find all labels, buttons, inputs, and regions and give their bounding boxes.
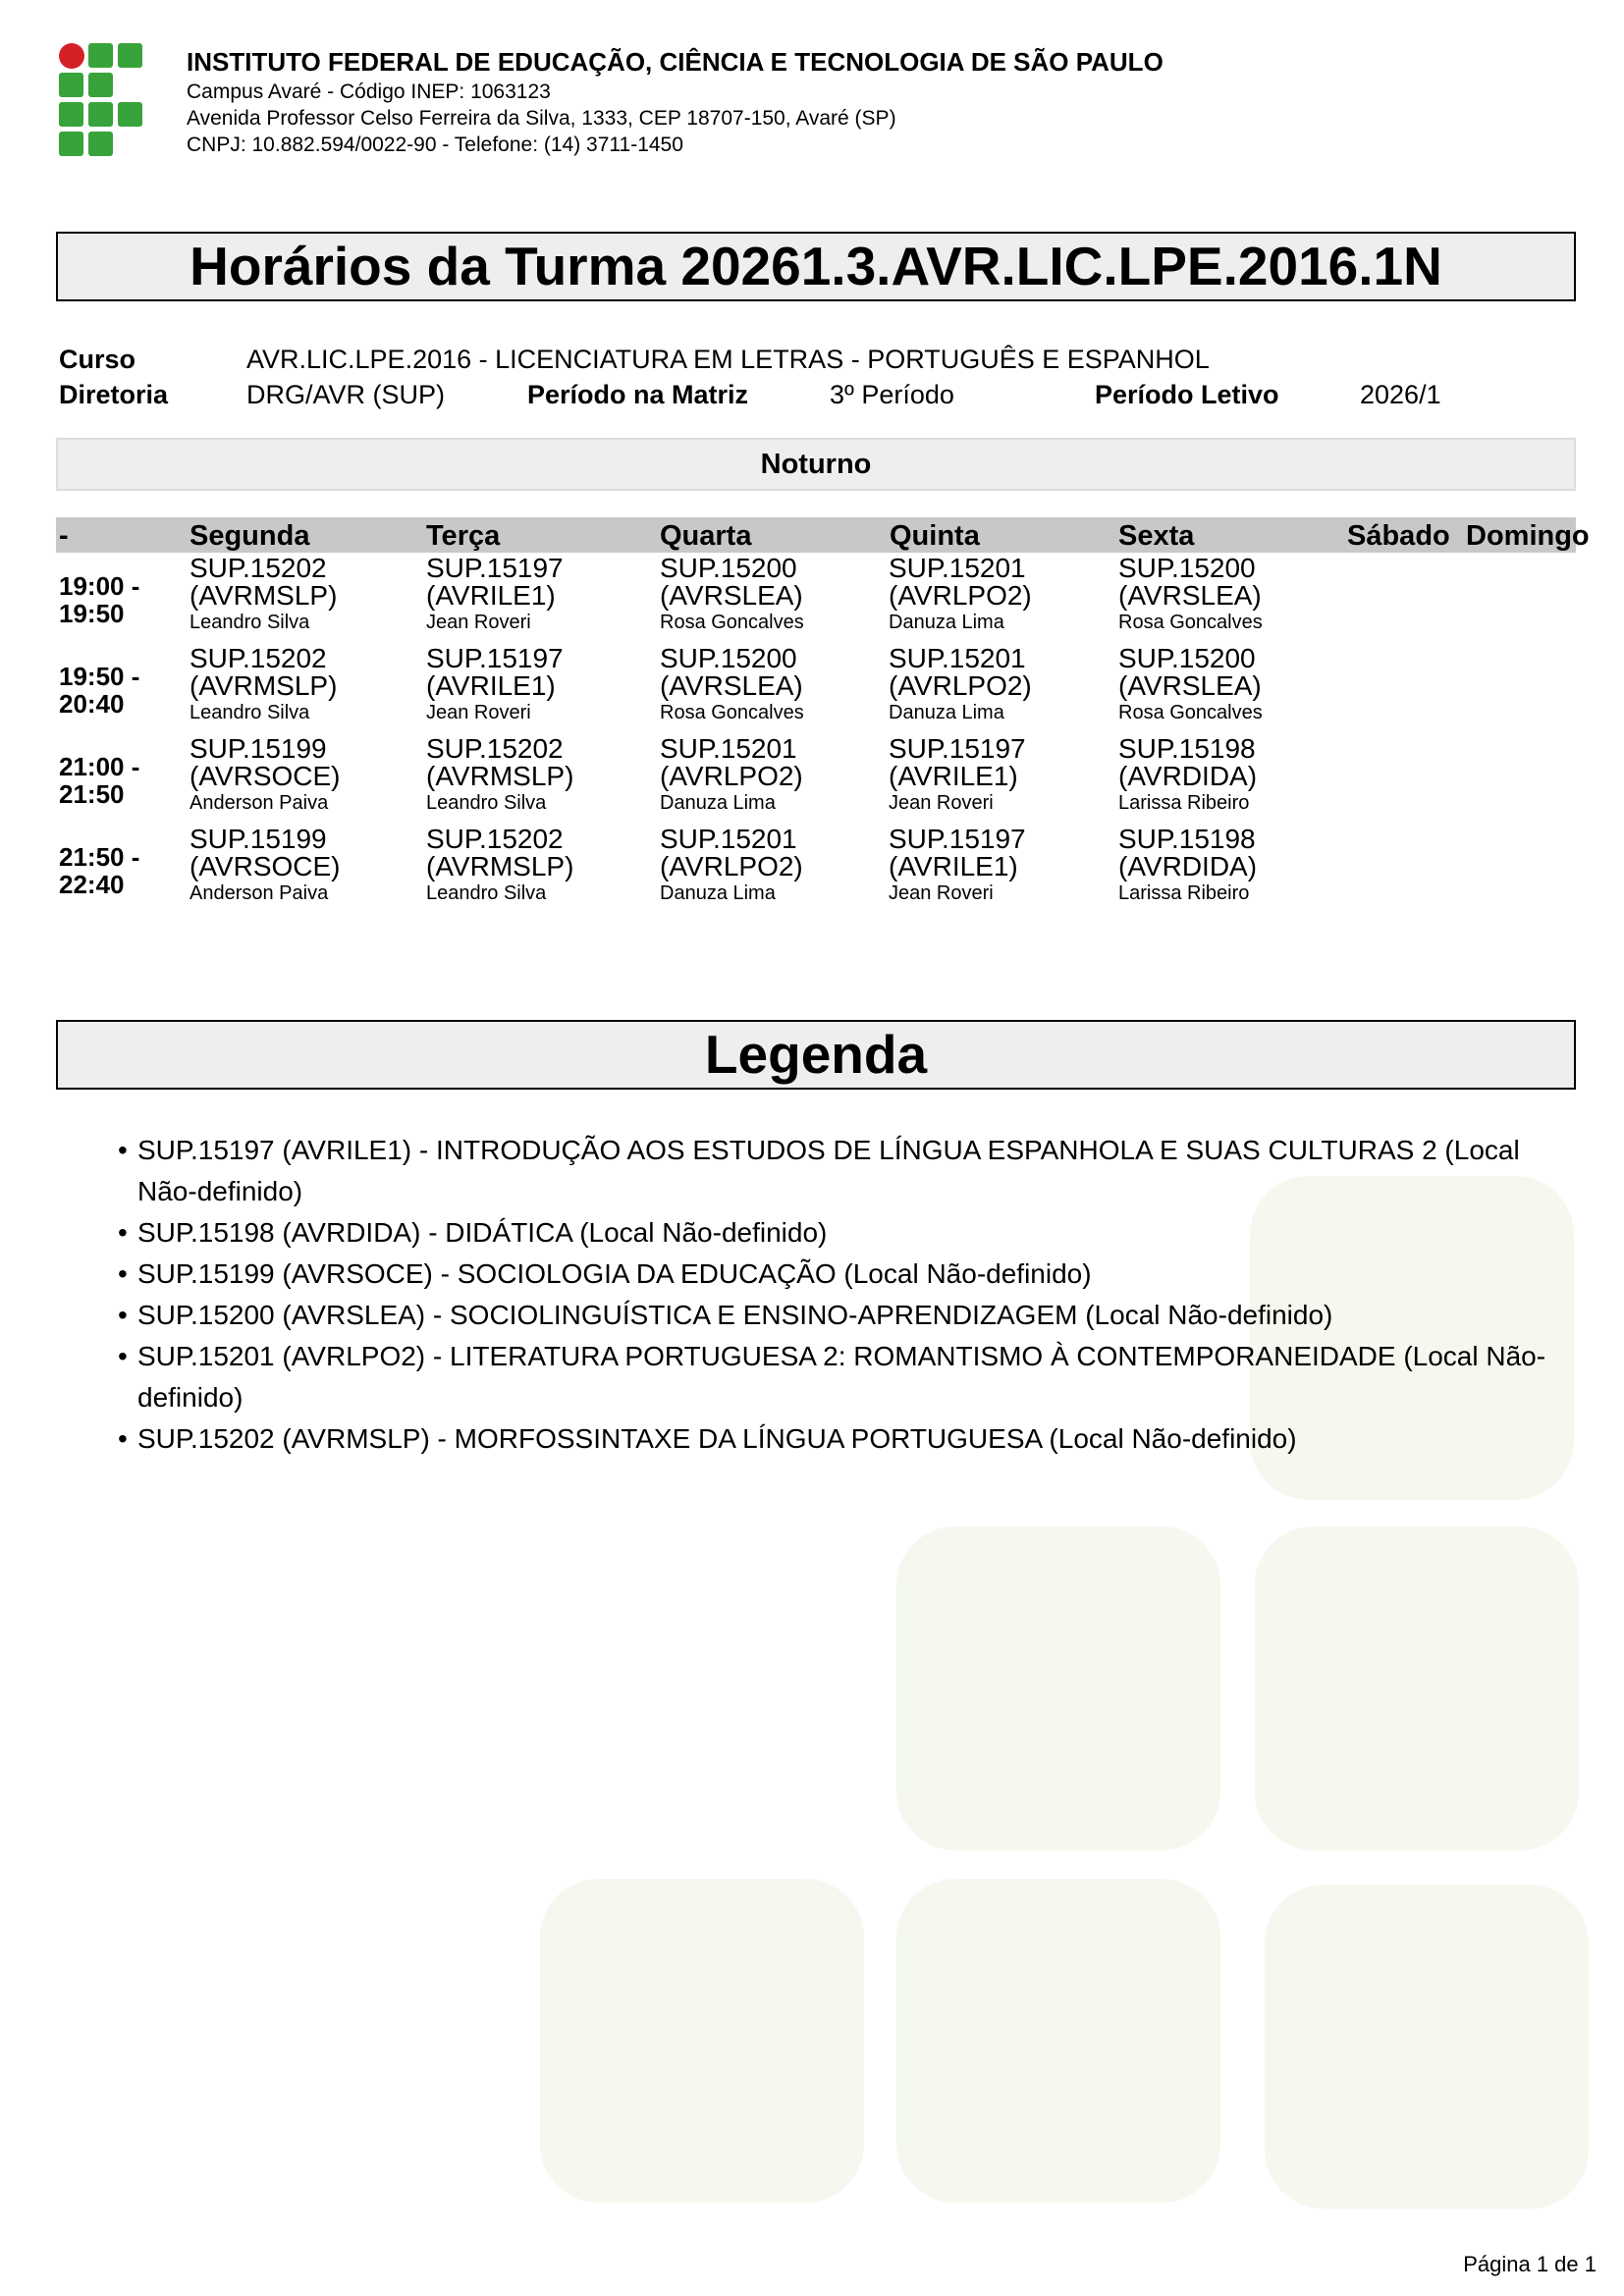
time-slot-line: 20:40 [59, 689, 125, 719]
header-cell: Quarta [660, 520, 752, 552]
time-slot [59, 753, 139, 808]
schedule-cell [1118, 645, 1263, 725]
class-code: SUP.15200 [660, 643, 797, 673]
schedule-header-row [56, 517, 1590, 553]
teacher-name: Jean Roveri [426, 612, 531, 633]
legend-item-text: SUP.15197 (AVRILE1) - INTRODUÇÃO AOS ESTUDOS DE LÍNGUA ESPANHOLA E SUAS CULTURAS 2 (Local Não-definido) [137, 1135, 1520, 1206]
class-code: SUP.15202 [426, 733, 564, 764]
schedule-cell [660, 735, 803, 816]
class-code: SUP.15197 [426, 643, 564, 673]
bullet-icon: • [118, 1341, 128, 1371]
periodo-letivo-label: Período Letivo [1095, 380, 1279, 409]
class-code: SUP.15197 [889, 824, 1026, 854]
institution-contact: CNPJ: 10.882.594/0022-90 - Telefone: (14) 3711-1450 [187, 133, 683, 156]
teacher-name: Anderson Paiva [189, 792, 329, 814]
time-slot [59, 572, 139, 627]
periodo-letivo-value: 2026/1 [1360, 380, 1441, 409]
class-sigla: (AVRSLEA) [1118, 670, 1262, 701]
watermark-square [1265, 1885, 1589, 2209]
teacher-name: Danuza Lima [889, 612, 1004, 633]
class-code: SUP.15200 [1118, 553, 1256, 583]
schedule-cell [889, 735, 1026, 816]
bullet-icon: • [118, 1423, 128, 1454]
class-sigla: (AVRLPO2) [889, 580, 1032, 611]
watermark-square [540, 1879, 864, 2203]
diretoria-value: DRG/AVR (SUP) [246, 380, 446, 409]
time-slot-line: 21:50 - [59, 842, 140, 872]
class-code: SUP.15200 [1118, 643, 1256, 673]
class-code: SUP.15201 [889, 553, 1026, 583]
schedule-cell [660, 555, 804, 635]
legend-item-text: SUP.15198 (AVRDIDA) - DIDÁTICA (Local Não-definido) [137, 1217, 828, 1248]
periodo-matriz-label: Período na Matriz [527, 380, 749, 409]
legend-item-text: SUP.15199 (AVRSOCE) - SOCIOLOGIA DA EDUCAÇÃO (Local Não-definido) [137, 1258, 1092, 1289]
class-code: SUP.15202 [189, 643, 327, 673]
time-slot-line: 21:00 - [59, 752, 140, 781]
teacher-name: Larissa Ribeiro [1118, 882, 1250, 904]
curso-value: AVR.LIC.LPE.2016 - LICENCIATURA EM LETRAS - PORTUGUÊS E ESPANHOL [246, 345, 1210, 374]
class-sigla: (AVRDIDA) [1118, 851, 1258, 881]
schedule-cell [189, 555, 337, 635]
class-code: SUP.15199 [189, 733, 327, 764]
class-sigla: (AVRSLEA) [1118, 580, 1262, 611]
teacher-name: Jean Roveri [889, 882, 994, 904]
bullet-icon: • [118, 1135, 128, 1165]
schedule-cell [189, 735, 341, 816]
class-sigla: (AVRSOCE) [189, 851, 341, 881]
schedule-cell [426, 645, 564, 725]
class-code: SUP.15198 [1118, 733, 1256, 764]
schedule-cell [1118, 555, 1263, 635]
schedule-cell [1118, 826, 1257, 906]
legend-item [118, 1418, 1561, 1460]
legend-title-box [56, 1020, 1576, 1090]
class-sigla: (AVRLPO2) [660, 761, 803, 791]
watermark-square [896, 1526, 1220, 1850]
class-code: SUP.15201 [889, 643, 1026, 673]
teacher-name: Danuza Lima [889, 702, 1004, 723]
teacher-name: Jean Roveri [426, 702, 531, 723]
class-sigla: (AVRMSLP) [426, 761, 574, 791]
schedule-cell [426, 555, 564, 635]
legend-item-text: SUP.15202 (AVRMSLP) - MORFOSSINTAXE DA LÍNGUA PORTUGUESA (Local Não-definido) [137, 1423, 1297, 1454]
schedule-cell [1118, 735, 1257, 816]
time-slot [59, 663, 139, 718]
legend-list [118, 1130, 1561, 1460]
header-cell: Segunda [189, 520, 310, 552]
bullet-icon: • [118, 1258, 128, 1289]
class-sigla: (AVRLPO2) [660, 851, 803, 881]
time-slot-line: 19:00 - [59, 571, 140, 601]
legend-item [118, 1130, 1561, 1212]
page-number: Página 1 de 1 [1463, 2252, 1597, 2276]
class-sigla: (AVRSOCE) [189, 761, 341, 791]
page-title-box [56, 232, 1576, 301]
time-slot-line: 19:50 [59, 599, 125, 628]
class-code: SUP.15201 [660, 824, 797, 854]
teacher-name: Anderson Paiva [189, 882, 329, 904]
schedule-cell [660, 826, 803, 906]
page-title: Horários da Turma 20261.3.AVR.LIC.LPE.2016.1N [189, 236, 1442, 296]
class-sigla: (AVRILE1) [889, 761, 1018, 791]
class-sigla: (AVRMSLP) [426, 851, 574, 881]
teacher-name: Jean Roveri [889, 792, 994, 814]
legend-item [118, 1254, 1561, 1295]
teacher-name: Rosa Goncalves [660, 702, 804, 723]
diretoria-label: Diretoria [59, 380, 169, 409]
bullet-icon: • [118, 1217, 128, 1248]
schedule-cell [660, 645, 804, 725]
class-sigla: (AVRMSLP) [189, 580, 338, 611]
class-sigla: (AVRLPO2) [889, 670, 1032, 701]
class-code: SUP.15197 [889, 733, 1026, 764]
watermark-square [1255, 1526, 1579, 1850]
header-cell: Sábado [1347, 520, 1450, 552]
teacher-name: Leandro Silva [189, 702, 310, 723]
header-cell: Quinta [890, 520, 980, 552]
if-logo-icon [57, 41, 145, 153]
schedule-cell [889, 826, 1026, 906]
institution-address: Avenida Professor Celso Ferreira da Silva, 1333, CEP 18707-150, Avaré (SP) [187, 107, 896, 130]
legend-item [118, 1295, 1561, 1336]
teacher-name: Rosa Goncalves [660, 612, 804, 633]
class-code: SUP.15200 [660, 553, 797, 583]
bullet-icon: • [118, 1300, 128, 1330]
class-sigla: (AVRILE1) [426, 670, 556, 701]
class-sigla: (AVRSLEA) [660, 670, 803, 701]
teacher-name: Rosa Goncalves [1118, 702, 1263, 723]
legend-item-text: SUP.15200 (AVRSLEA) - SOCIOLINGUÍSTICA E ENSINO-APRENDIZAGEM (Local Não-definido) [137, 1300, 1333, 1330]
schedule-cell [889, 555, 1032, 635]
time-slot-line: 19:50 - [59, 662, 140, 691]
periodo-matriz-value: 3º Período [830, 380, 954, 409]
time-slot-line: 22:40 [59, 870, 125, 899]
shift-header: Noturno [56, 438, 1576, 491]
class-sigla: (AVRMSLP) [189, 670, 338, 701]
class-code: SUP.15202 [189, 553, 327, 583]
teacher-name: Leandro Silva [426, 882, 547, 904]
header-cell: Domingo [1466, 520, 1590, 552]
schedule-cell [426, 735, 573, 816]
watermark-square [896, 1879, 1220, 2203]
time-slot [59, 843, 139, 898]
header-cell: - [59, 520, 69, 552]
teacher-name: Leandro Silva [189, 612, 310, 633]
teacher-name: Larissa Ribeiro [1118, 792, 1250, 814]
class-code: SUP.15198 [1118, 824, 1256, 854]
teacher-name: Danuza Lima [660, 792, 776, 814]
class-sigla: (AVRSLEA) [660, 580, 803, 611]
schedule-cell [426, 826, 573, 906]
class-code: SUP.15201 [660, 733, 797, 764]
time-slot-line: 21:50 [59, 779, 125, 809]
teacher-name: Rosa Goncalves [1118, 612, 1263, 633]
class-sigla: (AVRDIDA) [1118, 761, 1258, 791]
class-code: SUP.15202 [426, 824, 564, 854]
class-code: SUP.15199 [189, 824, 327, 854]
header-cell: Sexta [1118, 520, 1195, 552]
class-sigla: (AVRILE1) [889, 851, 1018, 881]
class-code: SUP.15197 [426, 553, 564, 583]
schedule-cell [189, 645, 337, 725]
institution-campus: Campus Avaré - Código INEP: 1063123 [187, 80, 551, 103]
legend-item-text: SUP.15201 (AVRLPO2) - LITERATURA PORTUGUESA 2: ROMANTISMO À CONTEMPORANEIDADE (Local Não-definido) [137, 1341, 1546, 1413]
curso-label: Curso [59, 345, 136, 374]
schedule-cell [189, 826, 341, 906]
header-cell: Terça [426, 520, 501, 552]
legend-item [118, 1212, 1561, 1254]
class-sigla: (AVRILE1) [426, 580, 556, 611]
teacher-name: Leandro Silva [426, 792, 547, 814]
schedule-cell [889, 645, 1032, 725]
legend-title: Legenda [704, 1024, 928, 1085]
legend-item [118, 1336, 1561, 1418]
teacher-name: Danuza Lima [660, 882, 776, 904]
institution-name: INSTITUTO FEDERAL DE EDUCAÇÃO, CIÊNCIA E TECNOLOGIA DE SÃO PAULO [187, 47, 1164, 77]
